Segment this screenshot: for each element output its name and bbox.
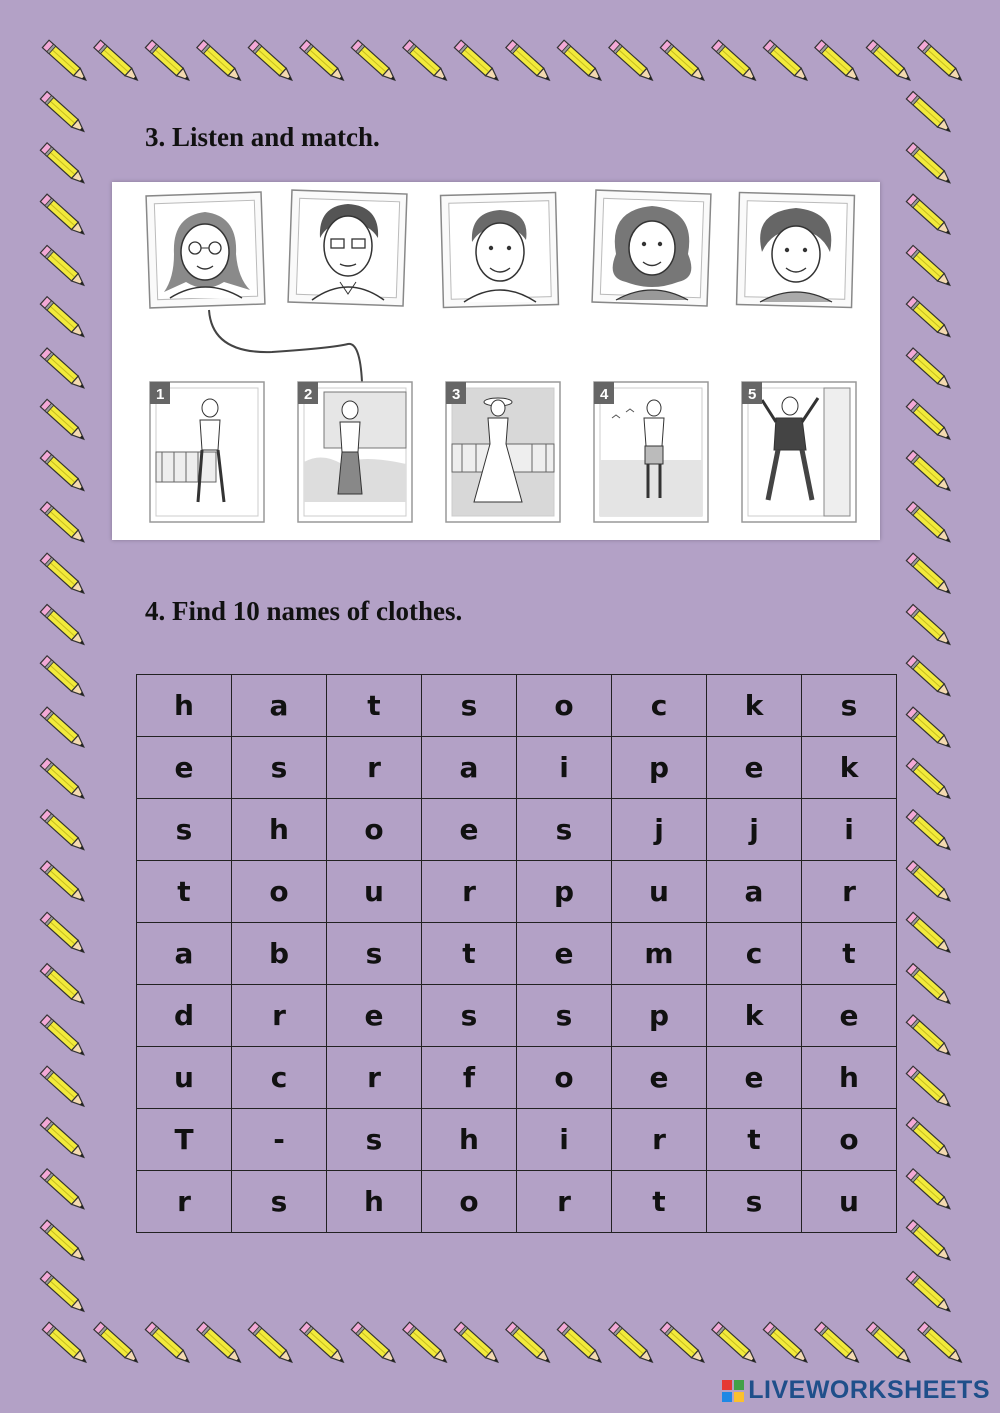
pencil-icon <box>609 40 656 84</box>
grid-cell[interactable]: b <box>232 923 327 985</box>
grid-cell[interactable]: k <box>802 737 897 799</box>
pencil-icon <box>906 810 953 854</box>
grid-cell[interactable]: a <box>707 861 802 923</box>
grid-cell[interactable]: d <box>137 985 232 1047</box>
frame-number-2: 2 <box>304 386 313 403</box>
pencil-icon <box>906 707 953 751</box>
grid-cell[interactable]: r <box>327 737 422 799</box>
grid-cell[interactable]: s <box>422 985 517 1047</box>
grid-cell[interactable]: s <box>707 1171 802 1233</box>
grid-row <box>137 737 897 799</box>
grid-row <box>137 923 897 985</box>
grid-cell[interactable]: r <box>422 861 517 923</box>
grid-cell[interactable]: s <box>137 799 232 861</box>
pencil-icon <box>866 1322 913 1366</box>
pencil-icon <box>712 1322 759 1366</box>
grid-cell[interactable]: r <box>137 1171 232 1233</box>
pencil-icon <box>906 348 953 392</box>
grid-cell[interactable]: e <box>707 1047 802 1109</box>
picture-frame-4[interactable] <box>594 382 708 522</box>
pencil-icon <box>40 707 87 751</box>
pencil-icon <box>906 605 953 649</box>
grid-cell[interactable]: c <box>612 675 707 737</box>
pencil-icon <box>42 1322 89 1366</box>
picture-frame-2[interactable] <box>298 382 412 522</box>
grid-cell[interactable]: h <box>232 799 327 861</box>
grid-cell[interactable]: h <box>137 675 232 737</box>
grid-cell[interactable]: s <box>232 1171 327 1233</box>
grid-cell[interactable]: p <box>612 737 707 799</box>
listen-and-match-panel <box>112 182 880 540</box>
pencil-icon <box>906 912 953 956</box>
grid-cell[interactable]: a <box>422 737 517 799</box>
pencil-icon <box>40 656 87 700</box>
grid-cell[interactable]: p <box>517 861 612 923</box>
pencil-icon <box>145 1322 192 1366</box>
pencil-icon <box>815 1322 862 1366</box>
pencil-icon <box>40 92 87 136</box>
pencil-icon <box>712 40 759 84</box>
grid-cell[interactable]: k <box>707 675 802 737</box>
grid-cell[interactable]: k <box>707 985 802 1047</box>
pencil-icon <box>40 912 87 956</box>
pencil-icon <box>506 1322 553 1366</box>
frame-number-3: 3 <box>452 386 461 403</box>
grid-cell[interactable]: h <box>802 1047 897 1109</box>
grid-cell[interactable]: u <box>802 1171 897 1233</box>
grid-cell[interactable]: o <box>422 1171 517 1233</box>
grid-row <box>137 1047 897 1109</box>
grid-cell[interactable]: m <box>612 923 707 985</box>
match-line-example <box>209 310 362 382</box>
pencil-icon <box>94 1322 141 1366</box>
grid-cell[interactable]: e <box>327 985 422 1047</box>
frame-number-5: 5 <box>748 386 757 403</box>
liveworksheets-logo-text: LIVEWORKSHEETS <box>748 1376 990 1404</box>
pencil-icon <box>40 810 87 854</box>
pencil-icon <box>40 399 87 443</box>
grid-cell[interactable]: u <box>327 861 422 923</box>
grid-cell[interactable]: o <box>517 675 612 737</box>
grid-cell[interactable]: c <box>707 923 802 985</box>
pencil-icon <box>906 1118 953 1162</box>
grid-cell[interactable]: s <box>802 675 897 737</box>
grid-cell[interactable]: j <box>612 799 707 861</box>
word-search-grid <box>136 674 897 1233</box>
pencil-icon <box>906 245 953 289</box>
grid-cell[interactable]: t <box>137 861 232 923</box>
frame-number-1: 1 <box>156 386 165 403</box>
pencil-icon <box>403 1322 450 1366</box>
pencil-icon <box>40 1066 87 1110</box>
grid-cell[interactable]: e <box>137 737 232 799</box>
picture-frame-3[interactable] <box>446 382 560 522</box>
pencil-icon <box>660 40 707 84</box>
grid-cell[interactable]: a <box>232 675 327 737</box>
pencil-icon <box>906 1271 953 1315</box>
grid-cell[interactable]: c <box>232 1047 327 1109</box>
pencil-icon <box>300 40 347 84</box>
pencil-icon <box>557 1322 604 1366</box>
grid-cell[interactable]: h <box>422 1109 517 1171</box>
frame-number-4: 4 <box>600 386 609 403</box>
grid-cell[interactable]: e <box>612 1047 707 1109</box>
pencil-icon <box>40 1271 87 1315</box>
exercise-4-title: 4. Find 10 names of clothes. <box>145 596 463 626</box>
pencil-icon <box>906 502 953 546</box>
pencil-icon <box>906 1015 953 1059</box>
pencil-icon <box>197 40 244 84</box>
pencil-icon <box>815 40 862 84</box>
grid-cell[interactable]: r <box>327 1047 422 1109</box>
grid-row <box>137 675 897 737</box>
grid-cell[interactable]: j <box>707 799 802 861</box>
pencil-icon <box>42 40 89 84</box>
grid-cell[interactable]: f <box>422 1047 517 1109</box>
grid-cell[interactable]: r <box>802 861 897 923</box>
grid-cell[interactable]: t <box>802 923 897 985</box>
grid-cell[interactable]: s <box>517 985 612 1047</box>
grid-cell[interactable]: h <box>327 1171 422 1233</box>
pencil-icon <box>906 399 953 443</box>
pencil-icon <box>351 40 398 84</box>
grid-row <box>137 799 897 861</box>
grid-cell[interactable]: r <box>232 985 327 1047</box>
pencil-icon <box>906 143 953 187</box>
grid-cell[interactable]: o <box>232 861 327 923</box>
pencil-icon <box>40 502 87 546</box>
pencil-icon <box>403 40 450 84</box>
grid-cell[interactable]: o <box>517 1047 612 1109</box>
grid-cell[interactable]: i <box>517 1109 612 1171</box>
grid-row <box>137 861 897 923</box>
grid-cell[interactable]: - <box>232 1109 327 1171</box>
listen-and-match-illustration <box>112 182 880 540</box>
pencil-icon <box>918 1322 965 1366</box>
pencil-icon <box>866 40 913 84</box>
pencil-icon <box>40 297 87 341</box>
liveworksheets-footer[interactable] <box>722 1376 990 1405</box>
grid-cell[interactable]: p <box>612 985 707 1047</box>
grid-cell[interactable]: t <box>612 1171 707 1233</box>
pencil-icon <box>906 194 953 238</box>
pencil-icon <box>906 553 953 597</box>
grid-cell[interactable]: i <box>802 799 897 861</box>
pencil-icon <box>300 1322 347 1366</box>
pencil-icon <box>906 1066 953 1110</box>
pencil-icon <box>40 143 87 187</box>
pencil-icon <box>609 1322 656 1366</box>
grid-cell[interactable]: e <box>422 799 517 861</box>
pencil-icon <box>94 40 141 84</box>
grid-cell[interactable]: o <box>327 799 422 861</box>
grid-row <box>137 1171 897 1233</box>
pencil-icon <box>906 861 953 905</box>
pencil-icon <box>40 451 87 495</box>
grid-cell[interactable]: e <box>707 737 802 799</box>
pencil-icon <box>763 1322 810 1366</box>
grid-cell[interactable]: e <box>517 923 612 985</box>
grid-cell[interactable]: t <box>422 923 517 985</box>
pencil-icon <box>248 40 295 84</box>
pencil-icon <box>351 1322 398 1366</box>
pencil-icon <box>40 758 87 802</box>
pencil-icon <box>40 194 87 238</box>
pencil-icon <box>40 861 87 905</box>
pencil-icon <box>454 40 501 84</box>
pencil-icon <box>40 1015 87 1059</box>
portrait-3[interactable] <box>441 193 559 308</box>
portrait-1[interactable] <box>146 192 265 308</box>
grid-cell[interactable]: s <box>422 675 517 737</box>
portrait-5[interactable] <box>737 193 855 308</box>
pencil-icon <box>906 964 953 1008</box>
pencil-icon <box>906 758 953 802</box>
pencil-icon <box>40 245 87 289</box>
pencil-icon <box>40 1220 87 1264</box>
grid-cell[interactable]: t <box>707 1109 802 1171</box>
pencil-icon <box>906 451 953 495</box>
pencil-icon <box>40 348 87 392</box>
pencil-icon <box>557 40 604 84</box>
portrait-2[interactable] <box>288 190 407 306</box>
pencil-icon <box>906 92 953 136</box>
pencil-icon <box>906 1220 953 1264</box>
pencil-icon <box>248 1322 295 1366</box>
grid-cell[interactable]: r <box>517 1171 612 1233</box>
pencil-icon <box>197 1322 244 1366</box>
grid-cell[interactable]: o <box>802 1109 897 1171</box>
pencil-icon <box>40 1118 87 1162</box>
grid-cell[interactable]: u <box>137 1047 232 1109</box>
grid-row <box>137 985 897 1047</box>
portrait-4[interactable] <box>592 190 711 306</box>
grid-cell[interactable]: u <box>612 861 707 923</box>
grid-row <box>137 1109 897 1171</box>
pencil-icon <box>40 605 87 649</box>
grid-cell[interactable]: s <box>327 923 422 985</box>
pencil-icon <box>506 40 553 84</box>
grid-cell[interactable]: i <box>517 737 612 799</box>
pencil-icon <box>906 1169 953 1213</box>
grid-cell[interactable]: a <box>137 923 232 985</box>
pencil-icon <box>918 40 965 84</box>
pencil-icon <box>906 656 953 700</box>
grid-cell[interactable]: s <box>327 1109 422 1171</box>
pencil-icon <box>660 1322 707 1366</box>
liveworksheets-logo-icon <box>722 1380 744 1402</box>
pencil-icon <box>40 553 87 597</box>
pencil-icon <box>40 964 87 1008</box>
picture-frame-1[interactable] <box>150 382 264 522</box>
grid-cell[interactable]: s <box>517 799 612 861</box>
grid-cell[interactable]: e <box>802 985 897 1047</box>
grid-cell[interactable]: r <box>612 1109 707 1171</box>
pencil-icon <box>763 40 810 84</box>
grid-cell[interactable]: t <box>327 675 422 737</box>
exercise-3-title: 3. Listen and match. <box>145 122 380 152</box>
pencil-icon <box>145 40 192 84</box>
pencil-icon <box>454 1322 501 1366</box>
picture-frame-5[interactable] <box>742 382 856 522</box>
grid-cell[interactable]: s <box>232 737 327 799</box>
pencil-icon <box>906 297 953 341</box>
pencil-icon <box>40 1169 87 1213</box>
grid-cell[interactable]: T <box>137 1109 232 1171</box>
